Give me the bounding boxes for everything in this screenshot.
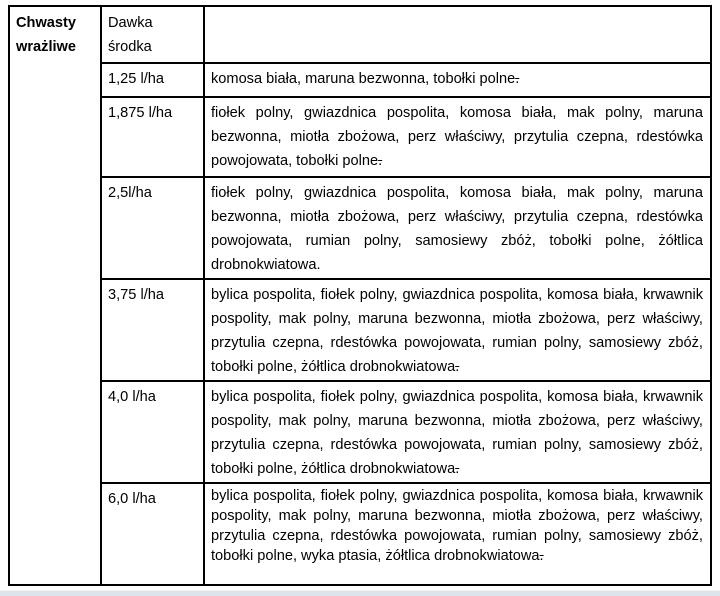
column-header-weeds-empty [203,7,710,62]
weeds-cell [203,62,710,96]
struck-punctuation: . [515,71,520,87]
weeds-text: bylica pospolita, fiołek polny, gwiazdnica pospolita, komosa biała, krwawnik pospolity, mak polny, maruna bezwonna, miotła zbożowa, perz właściwy, przytulia czepna, rdestówka powojowata, rumian polny, samosiewy zbóż, tobołki polne, żółtlica drobnokwiatowa [211,287,703,375]
row-header-sensitive-weeds: Chwasty wrażliwe [16,15,77,55]
dose-cell: 4,0 l/ha [100,380,203,482]
column-header-dose: Dawka środka [100,7,203,62]
dose-cell: 3,75 l/ha [100,278,203,380]
struck-punctuation: . [455,359,460,375]
bottom-divider-bar [0,590,720,596]
weeds-cell [203,96,710,176]
struck-punctuation: . [455,461,460,477]
dose-cell: 1,875 l/ha [100,96,203,176]
weeds-cell [203,278,710,380]
weeds-cell [203,176,710,278]
weeds-text: fiołek polny, gwiazdnica pospolita, komosa biała, mak polny, maruna bezwonna, miotła zbożowa, perz właściwy, przytulia czepna, rdestówka powojowata, tobołki polne [211,105,703,169]
weeds-cell [203,482,710,584]
dose-cell: 6,0 l/ha [100,482,203,584]
dose-cell: 2,5l/ha [100,176,203,278]
weeds-cell [203,380,710,482]
weeds-text: bylica pospolita, fiołek polny, gwiazdnica pospolita, komosa biała, krwawnik pospolity, mak polny, maruna bezwonna, miotła zbożowa, perz właściwy, przytulia czepna, rdestówka powojowata, rumian polny, samosiewy zbóż, tobołki polne, żółtlica drobnokwiatowa [211,389,703,477]
weed-sensitivity-table [8,5,712,586]
weeds-text: komosa biała, maruna bezwonna, tobołki polne [211,71,516,87]
dose-cell: 1,25 l/ha [100,62,203,96]
weeds-text: fiołek polny, gwiazdnica pospolita, komosa biała, mak polny, maruna bezwonna, miotła zbożowa, perz właściwy, przytulia czepna, rdestówka powojowata, rumian polny, samosiewy zbóż, tobołki polne, żółtlica drobnokwiatowa. [211,185,703,273]
struck-punctuation: . [539,548,544,564]
weeds-text: bylica pospolita, fiołek polny, gwiazdnica pospolita, komosa biała, krwawnik pospolity, mak polny, maruna bezwonna, miotła zbożowa, perz właściwy, przytulia czepna, rdestówka powojowata, rumian polny, samosiewy zbóż, tobołki polne, wyka ptasia, żółtlica drobnokwiatowa [211,488,703,564]
struck-punctuation: . [378,153,383,169]
